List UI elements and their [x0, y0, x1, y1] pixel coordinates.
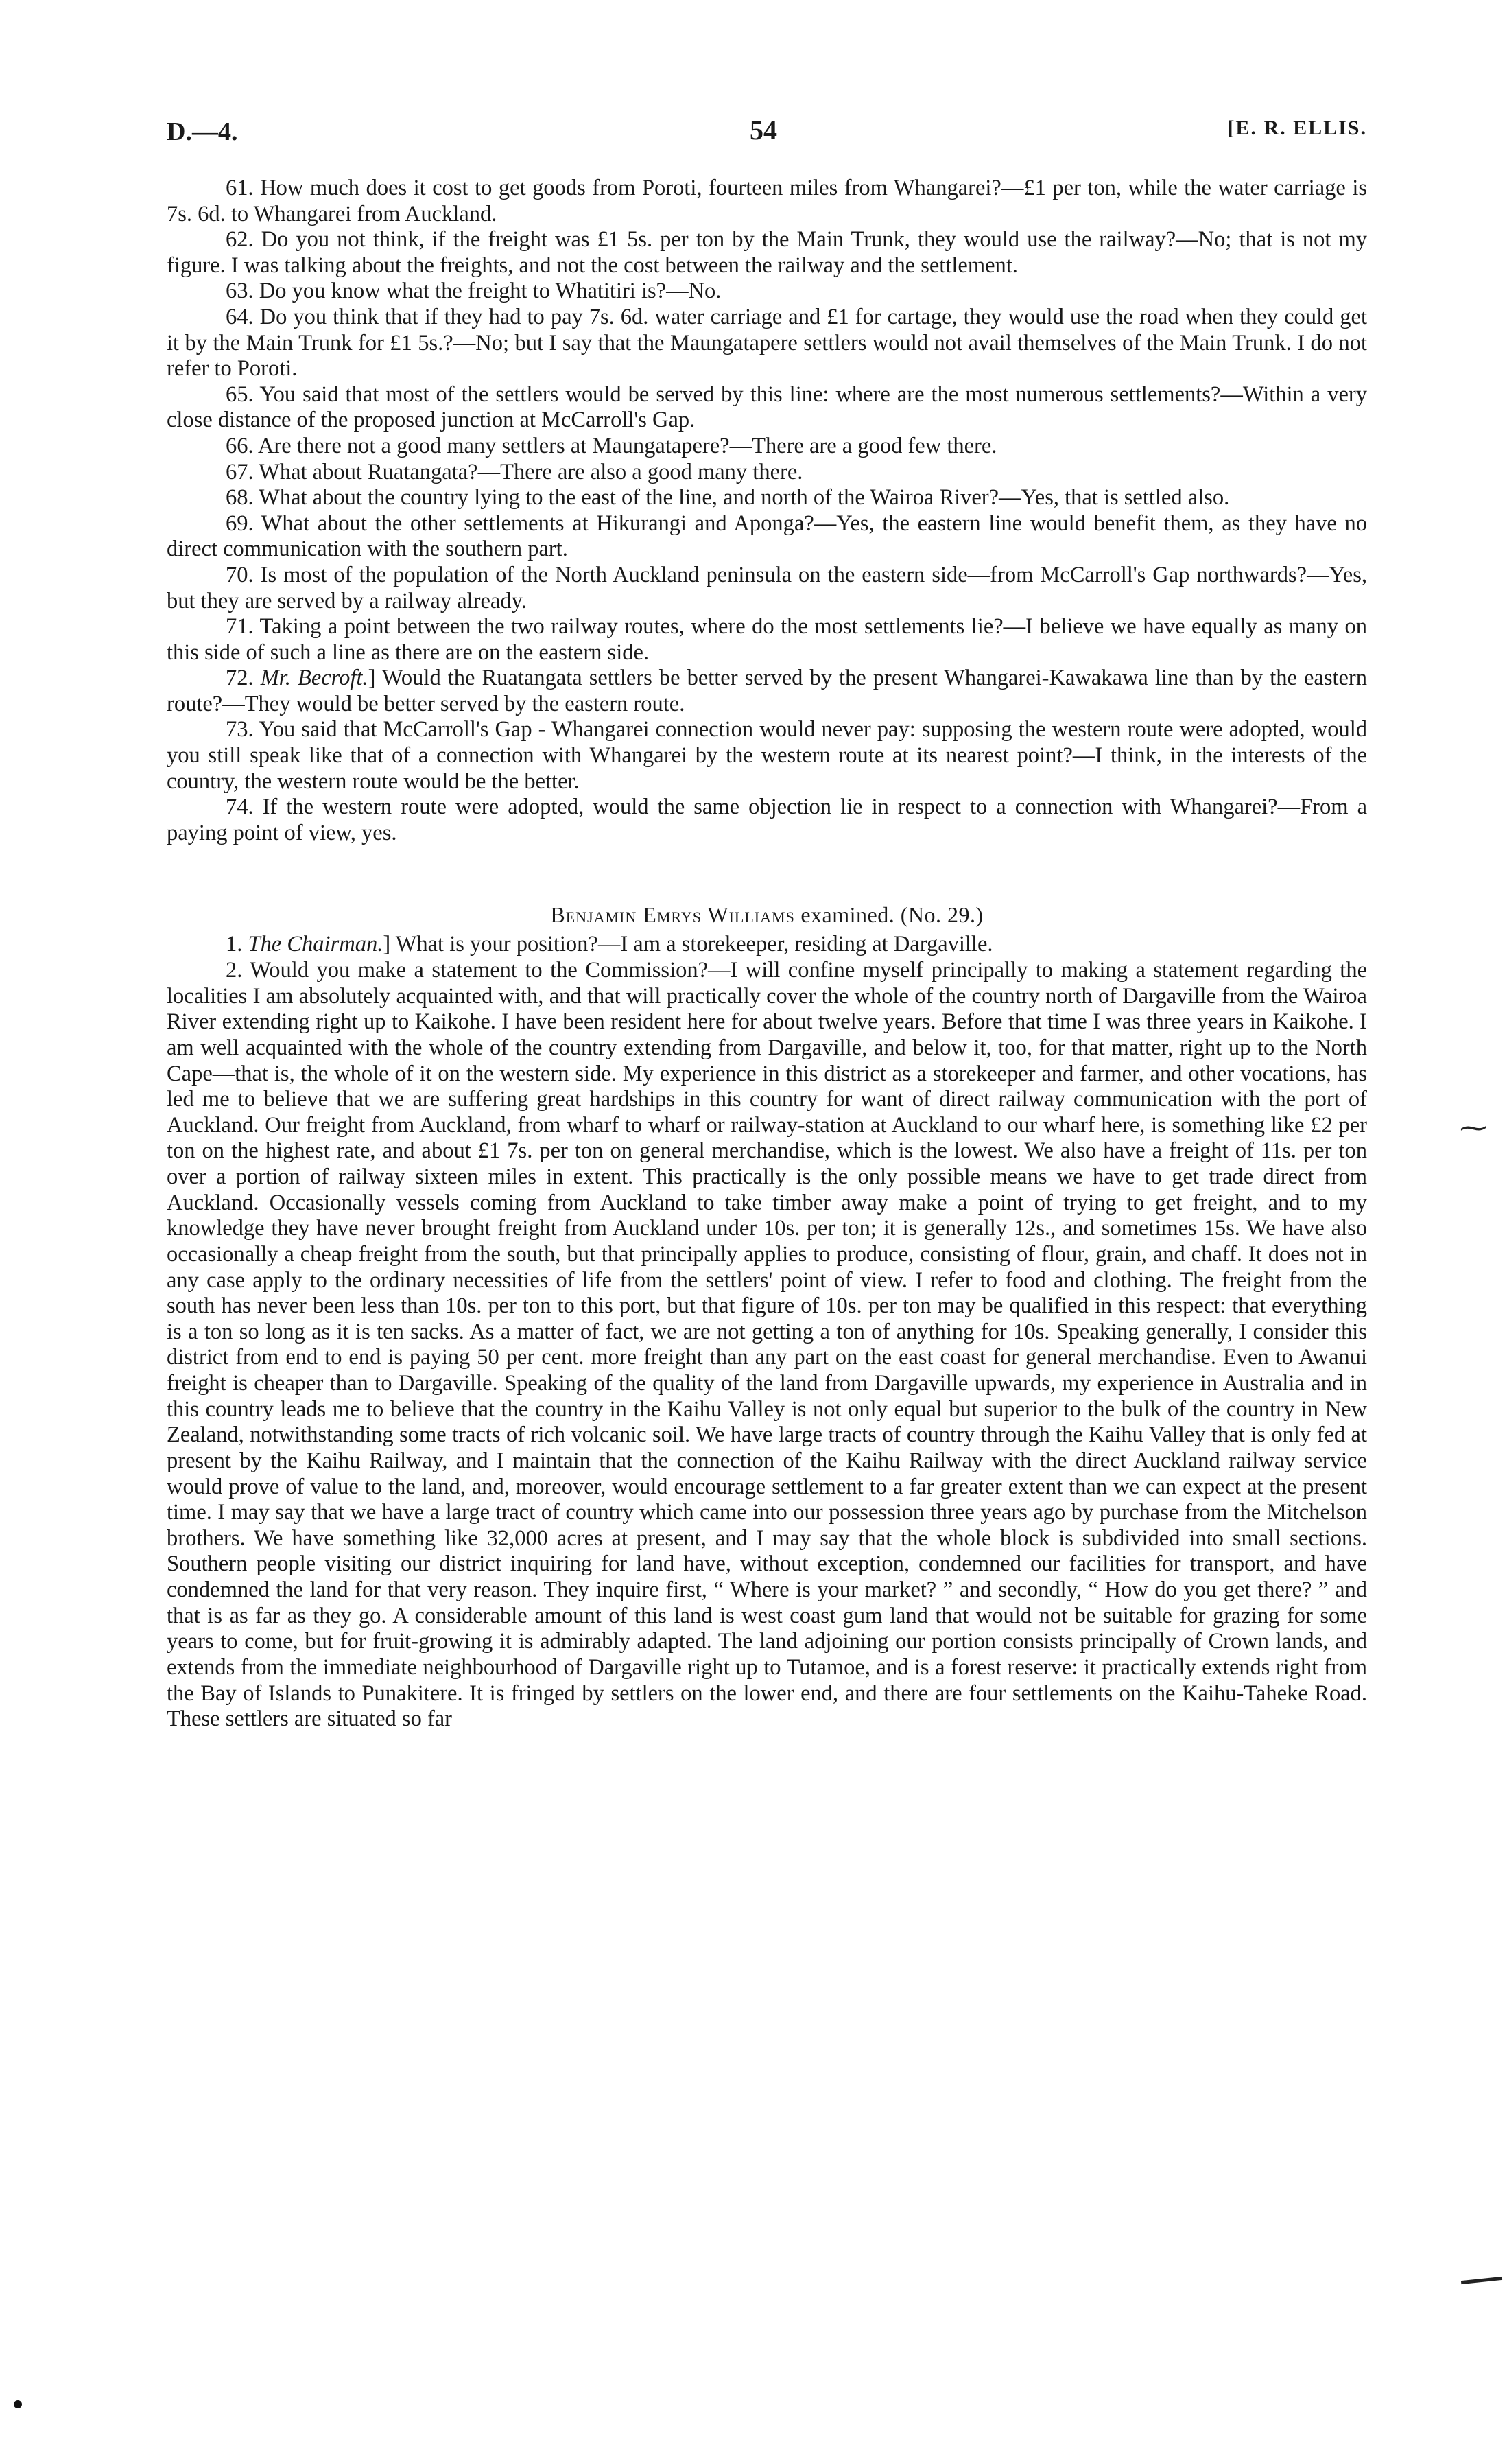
- qa-paragraph: 73. You said that McCarroll's Gap - Whangarei connection would never pay: supposing the western route were adopted, would you still speak like that of a connection with Whangarei by the western route at its nearest point?—I think, in the interests of the country, the western route would be the better.: [167, 717, 1367, 794]
- witness-qa-1: [167, 932, 1367, 958]
- qa-paragraph: 69. What about the other settlements at Hikurangi and Aponga?—Yes, the eastern line would benefit them, as they have no direct communication with the southern part.: [167, 511, 1367, 562]
- question-text: ] Would the Ruatangata settlers be better served by the present Whangarei-Kawakawa line than by the eastern route?—They would be better served by the eastern route.: [167, 666, 1368, 716]
- question-number: 1.: [226, 932, 243, 957]
- witness-name: Benjamin Emrys Williams: [550, 902, 795, 928]
- witness-heading: [167, 902, 1367, 928]
- page-header: [167, 117, 1367, 161]
- qa-paragraph: 61. How much does it cost to get goods from Poroti, fourteen miles from Whangarei?—£1 per ton, while the water carriage is 7s. 6d. to Whangarei from Auckland.: [167, 176, 1367, 226]
- margin-mark: ⁓: [1460, 1112, 1487, 1143]
- question-text: ] What is your position?—I am a storekeeper, residing at Dargaville.: [383, 932, 993, 957]
- margin-dash: [1461, 2277, 1502, 2284]
- witness-heading-suffix: examined. (No. 29.): [794, 902, 984, 928]
- document-page: [167, 117, 1367, 1733]
- page-number: 54: [750, 115, 777, 145]
- qa-paragraph: 70. Is most of the population of the North Auckland peninsula on the eastern side—from McCarroll's Gap northwards?—Yes, but they are served by a railway already.: [167, 562, 1367, 613]
- witness-qa-2: 2. Would you make a statement to the Commission?—I will confine myself principally to making a statement regarding the localities I am absolutely acquainted with, and that will practically cover the whole of the country north of Dargaville from the Wairoa River extending right up to Kaikohe. I have been resident here for about twelve years. Before that time I was three years in Kaikohe. I am well acquainted with the whole of the country extending from Dargaville, and below it, too, for that matter, right up to the North Cape—that is, the whole of it on the western side. My experience in this district as a storekeeper and farmer, and other vocations, has led me to believe that we are suffering great hardships in this country for want of direct railway communication with the port of Auckland. Our freight from Auckland, from wharf to wharf or railway-station at Auckland to our wharf here, is something like £2 per ton on the highest rate, and about £1 7s. per ton on general merchandise, which is the lowest. We also have a freight of 11s. per ton over a portion of railway sixteen miles in extent. This practically is the only possible means we have to get trade direct from Auckland. Occasionally vessels coming from Auckland to take timber away make a point of trying to get freight, and to my knowledge they have never brought freight from Auckland under 10s. per ton; it is generally 12s., and sometimes 15s. We have also occasionally a cheap freight from the south, but that principally applies to produce, consisting of flour, grain, and chaff. It does not in any case apply to the ordinary necessities of life from the settlers' point of view. I refer to food and clothing. The freight from the south has never been less than 10s. per ton to this port, but that figure of 10s. per ton may be qualified in this respect: that everything is a ton so long as it is ten sacks. As a matter of fact, we are not getting a ton of anything for 10s. Speaking generally, I consider this district from end to end is paying 50 per cent. more freight than any part on the east coast for general merchandise. Even to Awanui freight is cheaper than to Dargaville. Speaking of the quality of the land from Dargaville upwards, my experience in Australia and in this country leads me to believe that the country in the Kaihu Valley is not only equal but superior to the bulk of the country in New Zealand, notwithstanding some tracts of rich volcanic soil. We have large tracts of country through the Kaihu Valley that is only fed at present by the Kaihu Railway, and I maintain that the connection of the Kaihu Railway with the direct Auckland railway service would prove of value to the land, and, moreover, would encourage settlement to a far greater extent than we can expect at the present time. I may say that we have a large tract of country which came into our possession three years ago by purchase from the Mitchelson brothers. We have something like 32,000 acres at present, and I may say that the whole block is subdivided into small sections. Southern people visiting our district inquiring for land have, without exception, condemned our facilities for transport, and have condemned the land for that very reason. They inquire first, “ Where is your market? ” and secondly, “ How do you get there? ” and that is as far as they go. A considerable amount of this land is west coast gum land that would not be suitable for grazing for some years to come, but for fruit-growing it is admirably adapted. The land adjoining our portion consists principally of Crown lands, and extends from the immediate neighbourhood of Dargaville right up to Tutamoe, and is a forest reserve: it practically extends right from the Bay of Islands to Punakitere. It is fringed by settlers on the lower end, and there are four settlements on the Kaihu-Taheke Road. These settlers are situated so far: [167, 958, 1367, 1732]
- question-number: 72.: [226, 666, 254, 691]
- qa-paragraph: 64. Do you think that if they had to pay 7s. 6d. water carriage and £1 for cartage, they would use the road when they could get it by the Main Trunk for £1 5s.?—No; but I say that the Maungatapere settlers would not avail themselves of the Main Trunk. I do not refer to Poroti.: [167, 304, 1367, 382]
- witness-name-header: [E. R. ELLIS.: [1227, 117, 1367, 139]
- qa-section: [167, 176, 1367, 846]
- qa-paragraph: 66. Are there not a good many settlers at Maungatapere?—There are a good few there.: [226, 433, 997, 458]
- qa-paragraph: 65. You said that most of the settlers would be served by this line: where are the most numerous settlements?—Within a very close distance of the proposed junction at McCarroll's Gap.: [167, 382, 1367, 433]
- qa-paragraph-72: [167, 666, 1367, 717]
- document-reference: D.—4.: [167, 117, 238, 146]
- speaker-name: The Chairman.: [248, 932, 383, 957]
- qa-paragraph: 67. What about Ruatangata?—There are also a good many there.: [226, 459, 803, 484]
- qa-paragraph: 62. Do you not think, if the freight was £1 5s. per ton by the Main Trunk, they would use the railway?—No; that is not my figure. I was talking about the freights, and not the cost between the railway and the settlement.: [167, 227, 1367, 278]
- qa-paragraph: 74. If the western route were adopted, would the same objection lie in respect to a connection with Whangarei?—From a paying point of view, yes.: [167, 795, 1367, 845]
- margin-dot: [14, 2400, 22, 2408]
- qa-paragraph: 71. Taking a point between the two railway routes, where do the most settlements lie?—I believe we have equally as many on this side of such a line as there are on the eastern side.: [167, 614, 1367, 665]
- witness-section: [167, 932, 1367, 1732]
- speaker-name: Mr. Becroft.: [260, 666, 368, 691]
- qa-paragraph: 63. Do you know what the freight to Whatitiri is?—No.: [226, 279, 722, 304]
- qa-paragraph: 68. What about the country lying to the east of the line, and north of the Wairoa River?—Yes, that is settled also.: [226, 485, 1230, 511]
